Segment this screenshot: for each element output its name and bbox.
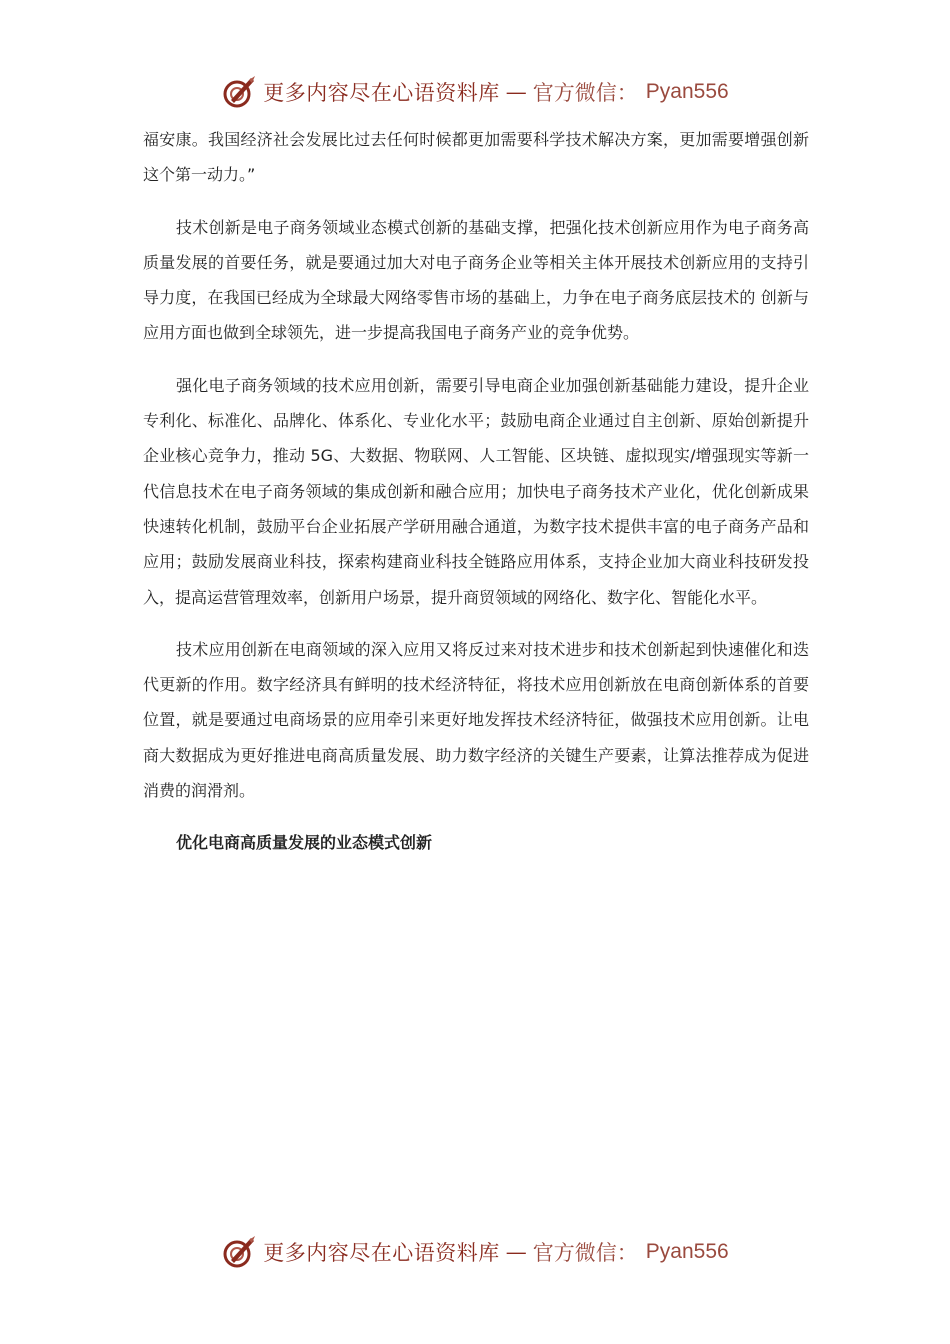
- paragraph-4: 技术应用创新在电商领域的深入应用又将反过来对技术进步和技术创新起到快速催化和迭代更新的作用。数字经济具有鲜明的技术经济特征，将技术应用创新放在电商创新体系的首要位置，就是要通过电商场景的应用牵引来更好地发挥技术经济特征，做强技术应用创新。让电商大数据成为更好推进电商高质量发展、助力数字经济的关键生产要素，让算法推荐成为促进消费的润滑剂。: [143, 639, 809, 801]
- paragraph-2: 技术创新是电子商务领域业态模式创新的基础支撑，把强化技术创新应用作为电子商务高质量发展的首要任务，就是要通过加大对电子商务企业等相关主体开展技术创新应用的支持引导力度，在我国已经成为全球最大网络零售市场的基础上，力争在电子商务底层技术的 创新与应用方面也做到全球领先，进一步提高我国电子商务产业的竞争优势。: [143, 217, 809, 343]
- paragraph-1: 福安康。我国经济社会发展比过去任何时候都更加需要科学技术解决方案，更加需要增强创新这个第一动力。”: [143, 130, 809, 185]
- banner-title: 更多内容尽在心语资料库: [263, 81, 500, 105]
- quill-logo-icon: [221, 74, 257, 110]
- paragraph-3: 强化电子商务领域的技术应用创新，需要引导电商企业加强创新基础能力建设，提升企业专利化、标准化、品牌化、体系化、专业化水平；鼓励电商企业通过自主创新、原始创新提升企业核心竞争力，推动 5G、大数据、物联网、人工智能、区块链、虚拟现实/增强现实等新一代信息技术在电子商务领域的集成创新和融合应用；加快电子商务技术产业化，优化创新成果快速转化机制，鼓励平台企业拓展产学研用融合通道，为数字技术提供丰富的电子商务产品和应用；鼓励发展商业科技，探索构建商业科技全链路应用体系，支持企业加大商业科技研发投入，提高运营管理效率，创新用户场景，提升商贸领域的网络化、数字化、智能化水平。: [143, 375, 809, 607]
- document-body: [143, 122, 809, 860]
- footer-banner: [0, 1232, 950, 1272]
- banner-separator: —: [505, 80, 527, 104]
- footer-banner-wechat-id: Pyan556: [645, 1240, 729, 1263]
- banner-wechat-id: Pyan556: [645, 80, 729, 103]
- footer-banner-content: [221, 1234, 728, 1270]
- section-heading: 优化电商高质量发展的业态模式创新: [176, 833, 433, 853]
- footer-banner-title: 更多内容尽在心语资料库: [263, 1241, 500, 1265]
- banner-wechat-label: 官方微信：: [532, 81, 638, 105]
- header-banner: [0, 72, 950, 112]
- quill-logo-icon: [221, 1234, 257, 1270]
- footer-banner-separator: —: [505, 1240, 527, 1264]
- banner-content: [221, 74, 728, 110]
- footer-banner-wechat-label: 官方微信：: [532, 1241, 638, 1265]
